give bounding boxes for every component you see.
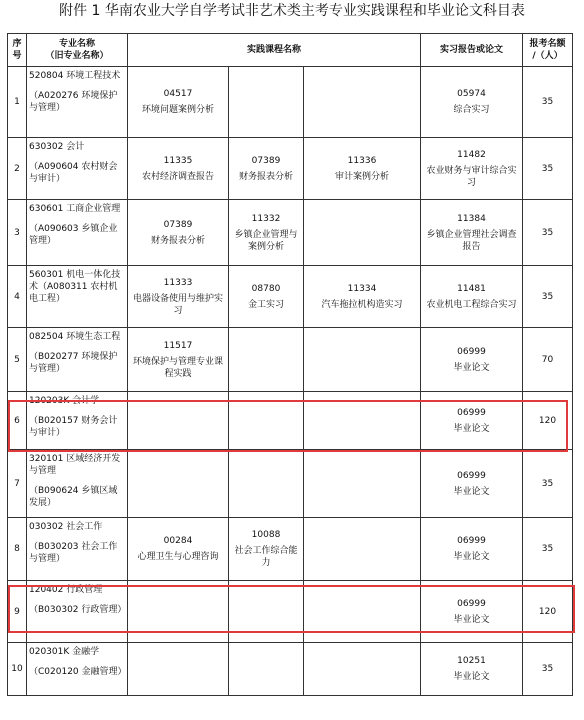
major-current-name: 120402 行政管理 <box>29 585 103 595</box>
row-major-name <box>27 328 128 392</box>
course-name: 财务报表分析 <box>150 235 205 246</box>
practice-course-3 <box>304 67 421 138</box>
major-old-name: （B020157 财务会计与审计） <box>29 416 118 438</box>
row-major-name <box>27 450 128 518</box>
major-current-name: 020301K 金融学 <box>29 647 100 657</box>
header-row <box>8 34 573 67</box>
major-current-name: 630601 工商企业管理 <box>29 204 121 214</box>
table-row <box>8 643 573 696</box>
major-old-name: （A090604 农村财会与审计） <box>29 162 118 184</box>
report-name: 毕业论文 <box>453 423 490 434</box>
major-old-name: （B030203 社会工作与管理） <box>29 542 118 564</box>
practice-course-1 <box>128 581 229 643</box>
row-major-name <box>27 392 128 450</box>
header-quota <box>523 34 573 67</box>
row-seq: 6 <box>8 392 27 450</box>
course-code: 11335 <box>163 155 193 166</box>
row-seq: 5 <box>8 328 27 392</box>
document-title: 附件 1 华南农业大学自学考试非艺术类主考专业实践课程和毕业论文科目表 <box>59 3 525 19</box>
row-seq: 10 <box>8 643 27 696</box>
major-old-name: （C020120 金融管理） <box>29 667 127 677</box>
course-name: 汽车拖拉机构造实习 <box>321 299 403 310</box>
report-name: 毕业论文 <box>453 672 490 682</box>
practice-course-3 <box>304 200 421 266</box>
header-seq: 序号 <box>8 34 27 67</box>
header-name <box>27 34 128 67</box>
quota-cell: 70 <box>523 328 573 392</box>
practice-course-3 <box>304 328 421 392</box>
practice-course-3 <box>304 643 421 696</box>
major-current-name: 120203K 会计学 <box>29 396 100 406</box>
practice-course-1 <box>128 200 229 266</box>
report-code: 11482 <box>457 149 486 160</box>
practice-course-2 <box>229 643 304 696</box>
table-body <box>8 67 573 696</box>
practice-course-1 <box>128 138 229 200</box>
practice-course-3 <box>304 518 421 581</box>
report-cell <box>421 392 523 450</box>
report-code: 06999 <box>457 536 486 546</box>
practice-course-1 <box>128 518 229 581</box>
report-cell <box>421 200 523 266</box>
practice-course-1 <box>128 266 229 328</box>
quota-cell: 35 <box>523 643 573 696</box>
practice-course-3 <box>304 450 421 518</box>
report-code: 06999 <box>457 346 486 357</box>
report-code: 10251 <box>457 656 486 666</box>
table-row <box>8 67 573 138</box>
practice-course-3 <box>304 392 421 450</box>
quota-cell: 35 <box>523 67 573 138</box>
practice-course-2 <box>229 138 304 200</box>
practice-course-2 <box>229 266 304 328</box>
quota-cell: 120 <box>523 392 573 450</box>
quota-cell: 35 <box>523 266 573 328</box>
report-cell <box>421 518 523 581</box>
header-quota-unit: /（人） <box>532 51 563 61</box>
major-old-name: （B030302 行政管理） <box>29 605 127 615</box>
row-major-name <box>27 138 128 200</box>
report-code: 06999 <box>457 598 486 609</box>
major-current-name: 030302 社会工作 <box>29 522 103 532</box>
report-name: 农业机电工程综合实习 <box>426 299 517 310</box>
header-name-sub: （旧专业名称） <box>45 51 109 61</box>
report-code: 05974 <box>457 89 486 99</box>
row-seq: 4 <box>8 266 27 328</box>
practice-course-3 <box>304 581 421 643</box>
course-code: 11333 <box>163 277 193 288</box>
header-report: 实习报告或论文 <box>421 34 523 67</box>
practice-course-2 <box>229 581 304 643</box>
practice-course-2 <box>229 450 304 518</box>
course-name: 电器设备使用与维护实习 <box>132 293 223 316</box>
major-old-name: （B020277 环境保护与管理） <box>29 352 118 374</box>
practice-course-2 <box>229 392 304 450</box>
practice-course-1 <box>128 67 229 138</box>
practice-course-1 <box>128 643 229 696</box>
report-name: 综合实习 <box>453 105 490 115</box>
table-row <box>8 392 573 450</box>
row-major-name <box>27 266 128 328</box>
major-old-name: （A090603 乡镇企业管理） <box>29 224 118 246</box>
report-name: 毕业论文 <box>453 614 490 625</box>
row-major-name <box>27 518 128 581</box>
row-major-name <box>27 200 128 266</box>
report-name: 毕业论文 <box>453 552 490 562</box>
quota-cell: 35 <box>523 138 573 200</box>
course-code: 10088 <box>251 530 281 540</box>
row-seq: 9 <box>8 581 27 643</box>
course-name: 社会工作综合能力 <box>234 546 298 568</box>
major-old-name: （B090624 乡镇区域发展） <box>29 486 118 508</box>
major-current-name: 082504 环境生态工程 <box>29 332 121 342</box>
major-current-name: 560301 机电一体化技术（A080311 农村机电工程） <box>29 270 121 304</box>
report-cell <box>421 138 523 200</box>
major-current-name: 630302 会计 <box>29 142 85 152</box>
course-name: 农村经济调查报告 <box>141 171 214 182</box>
course-code: 11336 <box>347 155 377 166</box>
course-code: 11332 <box>251 213 281 224</box>
report-cell <box>421 581 523 643</box>
major-old-name: （A020276 环境保护与管理） <box>29 91 118 113</box>
row-major-name <box>27 643 128 696</box>
table-row <box>8 138 573 200</box>
row-seq: 1 <box>8 67 27 138</box>
quota-cell: 120 <box>523 581 573 643</box>
course-code: 07389 <box>163 219 193 230</box>
header-practice: 实践课程名称 <box>128 34 421 67</box>
report-cell <box>421 450 523 518</box>
report-cell <box>421 266 523 328</box>
header-name-main: 专业名称 <box>58 39 95 49</box>
report-code: 06999 <box>457 407 486 418</box>
quota-cell: 35 <box>523 518 573 581</box>
practice-course-2 <box>229 518 304 581</box>
report-name: 农业财务与审计综合实习 <box>426 165 517 188</box>
header-quota-main: 报考名额 <box>529 39 566 49</box>
course-name: 环境保护与管理专业课程实践 <box>132 356 223 379</box>
course-name: 金工实习 <box>247 299 284 310</box>
major-current-name: 320101 区域经济开发与管理 <box>29 454 121 476</box>
course-code: 08780 <box>251 283 281 294</box>
report-code: 06999 <box>457 470 486 481</box>
course-code: 11517 <box>163 340 193 351</box>
row-seq: 2 <box>8 138 27 200</box>
course-code: 00284 <box>163 536 193 546</box>
report-name: 乡镇企业管理社会调查报告 <box>426 229 517 252</box>
practice-course-2 <box>229 67 304 138</box>
practice-course-1 <box>128 450 229 518</box>
row-seq: 7 <box>8 450 27 518</box>
practice-course-1 <box>128 328 229 392</box>
row-seq: 8 <box>8 518 27 581</box>
course-code: 11334 <box>347 283 377 294</box>
row-seq: 3 <box>8 200 27 266</box>
table-row <box>8 450 573 518</box>
course-name: 审计案例分析 <box>334 171 389 182</box>
practice-course-1 <box>128 392 229 450</box>
table-row <box>8 200 573 266</box>
report-name: 毕业论文 <box>453 362 490 373</box>
row-major-name <box>27 581 128 643</box>
report-cell <box>421 328 523 392</box>
practice-course-3 <box>304 138 421 200</box>
table-row <box>8 328 573 392</box>
course-name: 心理卫生与心理咨询 <box>137 552 219 562</box>
course-table <box>7 33 573 696</box>
report-code: 11384 <box>457 213 486 224</box>
course-code: 04517 <box>163 89 193 99</box>
course-name: 乡镇企业管理与案例分析 <box>234 229 298 252</box>
course-name: 环境问题案例分析 <box>141 105 214 115</box>
course-name: 财务报表分析 <box>238 171 293 182</box>
quota-cell: 35 <box>523 200 573 266</box>
practice-course-3 <box>304 266 421 328</box>
practice-course-2 <box>229 200 304 266</box>
practice-course-2 <box>229 328 304 392</box>
table-row <box>8 518 573 581</box>
report-name: 毕业论文 <box>453 486 490 497</box>
report-cell <box>421 643 523 696</box>
report-code: 11481 <box>457 283 486 294</box>
table-row <box>8 581 573 643</box>
table-row <box>8 266 573 328</box>
report-cell <box>421 67 523 138</box>
row-major-name <box>27 67 128 138</box>
quota-cell: 35 <box>523 450 573 518</box>
major-current-name: 520804 环境工程技术 <box>29 71 121 81</box>
course-code: 07389 <box>251 155 281 166</box>
